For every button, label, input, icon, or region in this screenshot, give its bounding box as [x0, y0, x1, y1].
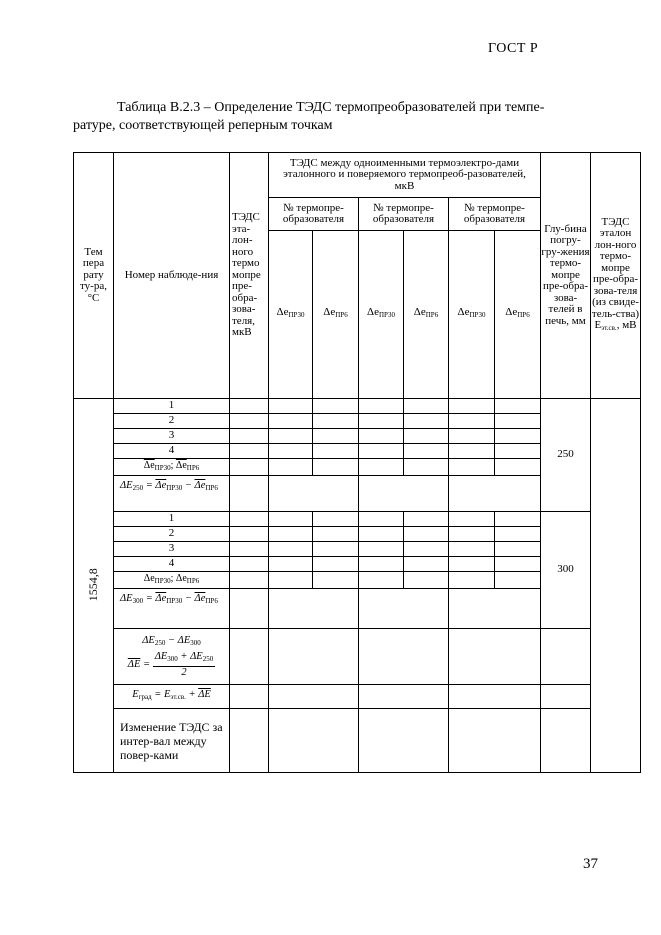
converter-no-2: № термопре-образователя — [359, 198, 449, 231]
depth-250: 250 — [541, 399, 591, 512]
formula-grad: $E_{град} = E_{эт.св.} + \overline{\Delta E}$ — [114, 685, 230, 709]
formula-mean: $\Delta E_{250} - \Delta E_{300}$ $\overline{\Delta E}$ = $\frac{\Delta E_{300} + \Delta E_{250}}{2}$ — [114, 629, 230, 685]
cert-value-cell — [591, 399, 641, 773]
col-group-tedc: ТЭДС между одноименными термоэлектро-дами эталонного и поверяемого термопреоб-разователей, мкВ — [269, 153, 541, 198]
delta-pr6-2: $\Delta e_{ПР6}$ — [404, 231, 449, 399]
change-label: Изменение ТЭДС за интер-вал между повер-ками — [114, 709, 230, 773]
temperature-cell — [74, 399, 114, 773]
depth-300: 300 — [541, 512, 591, 629]
obs-row-3: 3 — [114, 429, 230, 444]
obs-row-2: 2 — [114, 414, 230, 429]
col-tedc-ref: ТЭДС эта-лон-ного термо мопре пре-обра-зова-теля, мкВ — [230, 153, 269, 399]
col-depth: Глу-бина погру-гру-жения термо-мопре пре-обра-зова-телей в печь, мм — [541, 153, 591, 399]
converter-no-3: № термопре-образователя — [449, 198, 541, 231]
obs-row-1: 1 — [114, 399, 230, 414]
col-cert-unit: , мВ — [616, 319, 637, 331]
obs-row-b2-1: 1 — [114, 512, 230, 527]
formula-dE300: $\Delta E_{300} = \overline{\Delta e}_{ПР30} - \overline{\Delta e}_{ПР6}$ — [114, 589, 230, 629]
col-cert-sub: эт.св. — [601, 324, 617, 332]
avg-row-300: $\Delta e_{ПР30}$; $\Delta e_{ПР6}$ — [114, 572, 230, 589]
obs-row-b2-2: 2 — [114, 527, 230, 542]
col-temperature: Тем пера рату ту-ра, °С — [74, 153, 114, 399]
col-cert-text: ТЭДС эталон лон-ного термо-мопре пре-обра-зова-теля (из свиде-тель-ства) E — [591, 215, 640, 331]
avg-row-250: $\overline{\Delta e}_{ПР30}$; $\overline{\Delta e}_{ПР6}$ — [114, 459, 230, 476]
delta-pr30-2: $\Delta e_{ПР30}$ — [359, 231, 404, 399]
delta-pr30-1: $\Delta e_{ПР30}$ — [269, 231, 313, 399]
page-number: 37 — [583, 856, 598, 872]
temperature-value: 1554,8 — [85, 568, 100, 602]
delta-pr6-3: $\Delta e_{ПР6}$ — [495, 231, 541, 399]
caption-line-2: ратуре, соответствующей реперным точкам — [73, 118, 333, 133]
caption-line-1: Таблица В.2.3 – Определение ТЭДС термопреобразователей при темпе- — [117, 100, 545, 115]
converter-no-1: № термопре-образователя — [269, 198, 359, 231]
obs-row-4: 4 — [114, 444, 230, 459]
tedc-table — [73, 152, 641, 773]
document-header: ГОСТ Р — [488, 41, 539, 56]
formula-dE250: $\Delta E_{250} = \overline{\Delta e}_{ПР30} - \overline{\Delta e}_{ПР6}$ — [114, 476, 230, 512]
col-observation: Номер наблюде-ния — [114, 153, 230, 399]
col-cert — [591, 153, 641, 399]
obs-row-b2-3: 3 — [114, 542, 230, 557]
table-caption — [73, 99, 613, 135]
obs-row-b2-4: 4 — [114, 557, 230, 572]
delta-pr30-3: $\Delta e_{ПР30}$ — [449, 231, 495, 399]
delta-pr6-1: $\Delta e_{ПР6}$ — [313, 231, 359, 399]
